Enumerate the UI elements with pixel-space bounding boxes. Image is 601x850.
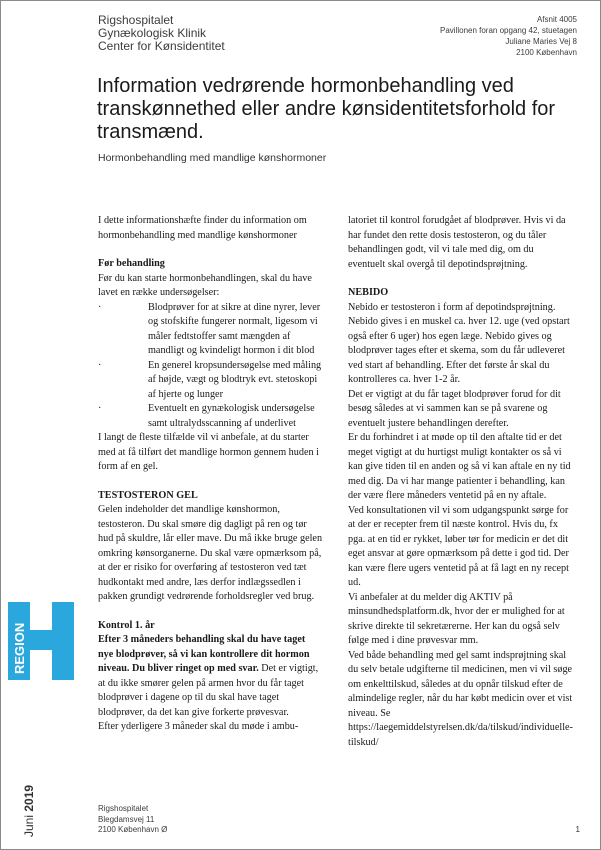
date-month: Juni (22, 814, 36, 837)
section-heading-gel: TESTOSTERON GEL (98, 489, 198, 501)
control-paragraph (98, 633, 323, 720)
recommendation-paragraph: I langt de fleste tilfælde vil vi anbefale, at du starter med at få tilført det mandlige hormon gennem huden i form af en gel. (98, 432, 319, 472)
control-text: Det er vigtigt, at du ikke smører gelen på armen hvor du får taget blodprøver i dagene op til du skal have taget blodprøver, da det kan give forkerte prøvesvar. (98, 663, 319, 718)
date-year: 2019 (22, 784, 36, 812)
footer-line: Rigshospitalet (98, 804, 149, 813)
org-line: Center for Kønsidentitet (98, 39, 225, 53)
bullet-marker: · (98, 403, 102, 414)
logo-bar-right (52, 602, 74, 680)
address-line: Juliane Maries Vej 8 (505, 37, 577, 46)
page-number: 1 (575, 825, 580, 834)
organization-block (98, 14, 225, 53)
nebido-paragraph: Nebido er testosteron i form af depotindsprøjtning. Nebido gives i en muskel ca. hver 12. uge (ved opstart også efter 6 uger) hos egen læge. Nebido gives og blodprøver tages efter et skema, som du får udleveret ved start af behandling. Efter det første år skal du kontrolleres ca. hver 1-2 år. (348, 301, 570, 385)
footer-line: 2100 København Ø (98, 825, 168, 834)
org-line: Rigshospitalet (98, 13, 174, 27)
bullet-marker: · (98, 359, 102, 371)
list-item (98, 359, 323, 403)
list-item-text: Blodprøver for at sikre at dine nyrer, lever og stofskifte fungerer normalt, ligesom vi måler fedtstoffer samt mængden af mandligt og kvindeligt hormon i dit blod (148, 301, 321, 356)
intro-paragraph: I dette informationshæfte finder du information om hormonbehandling med mandlige kønshormoner (98, 215, 307, 241)
right-column (348, 214, 573, 750)
footer-address (98, 804, 167, 836)
platform-paragraph: Vi anbefaler at du melder dig AKTIV på minsundhedsplatform.dk, hvor der er mulighed for at skrive direkte til sekretærerne. Her kan du også selv følge med i dine prøvesvar mm. (348, 591, 565, 646)
logo-bar-middle (30, 630, 52, 650)
bloodtest-paragraph: Det er vigtigt at du får taget blodprøver forud for dit besøg således at vi sammen kan se på svarene og eventuelt justere behandlingen derefter. (348, 388, 561, 429)
list-item (98, 301, 323, 359)
control-continuation: Efter yderligere 3 måneder skal du møde i ambu- (98, 721, 299, 732)
address-line: 2100 København (516, 48, 577, 57)
prescription-paragraph: Ved konsultationen vil vi som udgangspunkt sørge for at der er recepter frem til næste kontrol. Hvis du, fx pga. at en tid er rykket, løber tør for medicin er det dit eget ansvar at gøre opmærksom på dette i god tid. Der kan være flere ugers ventetid på at få lagt en ny recept ud. (348, 504, 569, 588)
control-bold-text: Efter 3 måneders behandling skal du have taget nye blodprøver, så vi kan kontrollere dit hormon niveau. Du bliver ringet op med svar. (98, 634, 310, 674)
document-title: Information vedrørende hormonbehandling ved transkønnethed eller andre kønsidentitetsforhold for transmænd. (97, 75, 556, 143)
bullet-marker: · (98, 301, 102, 313)
address-line: Pavillonen foran opgang 42, stuetagen (440, 26, 577, 35)
section-heading-before: Før behandling (98, 258, 165, 269)
list-item (98, 402, 323, 431)
list-item-text: En generel kropsundersøgelse med måling af højde, vægt og blodtryk evt. stetoskopi af hjerte og lunger (148, 359, 322, 400)
address-block (440, 14, 577, 58)
publication-date (14, 775, 74, 835)
gel-paragraph: Gelen indeholder det mandlige kønshormon, testosteron. Du skal smøre dig dagligt på ren og tør hud på skuldre, lår eller mave. Du må ikke bruge gelen omkring kønsorganerne. Du skal være opmærksom på, at der er risiko for overføring af testosteron ved tæt hudkontakt med andre, læs derfor indlægssedlen i pakken grundigt vedrørende forholdsregler ved brug. (98, 504, 323, 602)
left-column (98, 214, 323, 735)
list-item-text: Eventuelt en gynækologisk undersøgelse samt ultralydsscanning af underlivet (148, 403, 315, 429)
before-paragraph: Før du kan starte hormonbehandlingen, skal du have lavet en række undersøgelser: (98, 272, 312, 298)
payment-paragraph: Ved både behandling med gel samt indsprøjtning skal du selv betale udgifterne til medicinen, men vi vil søge om enkelttilskud, således at du opnår tilskud efter de almindelige regler, når du har købt medicin over et vist niveau. Se https://laegemiddelstyrelsen.dk/da/tilskud/individuelle-tilskud/ (348, 649, 573, 748)
continuation-paragraph: latoriet til kontrol forudgået af blodprøver. Hvis vi da har fundet den rette dosis testosteron, og du tåler behandlingen godt, vil vi tale med dig, om du eventuelt skal overgå til depotindsprøjtning. (348, 215, 566, 270)
region-h-logo (8, 602, 74, 680)
org-line: Gynækologisk Klinik (98, 26, 207, 40)
address-line: Afsnit 4005 (536, 15, 577, 24)
footer-line: Blegdamsvej 11 (98, 814, 155, 824)
logo-text: REGION (12, 622, 27, 674)
section-heading-control: Kontrol 1. år (98, 619, 155, 631)
document-subtitle: Hormonbehandling med mandlige kønshormoner (98, 152, 327, 164)
appointment-paragraph: Er du forhindret i at møde op til den aftalte tid er det meget vigtigt at du hurtigst muligt kontakter os så vi kan give tiden til en anden og så vi kan aftale en ny tid med dig. Da vi har mange patienter i behandling, kan der være flere måneders ventetid på en ny aftale. (348, 432, 571, 501)
section-heading-nebido: NEBIDO (348, 287, 389, 298)
